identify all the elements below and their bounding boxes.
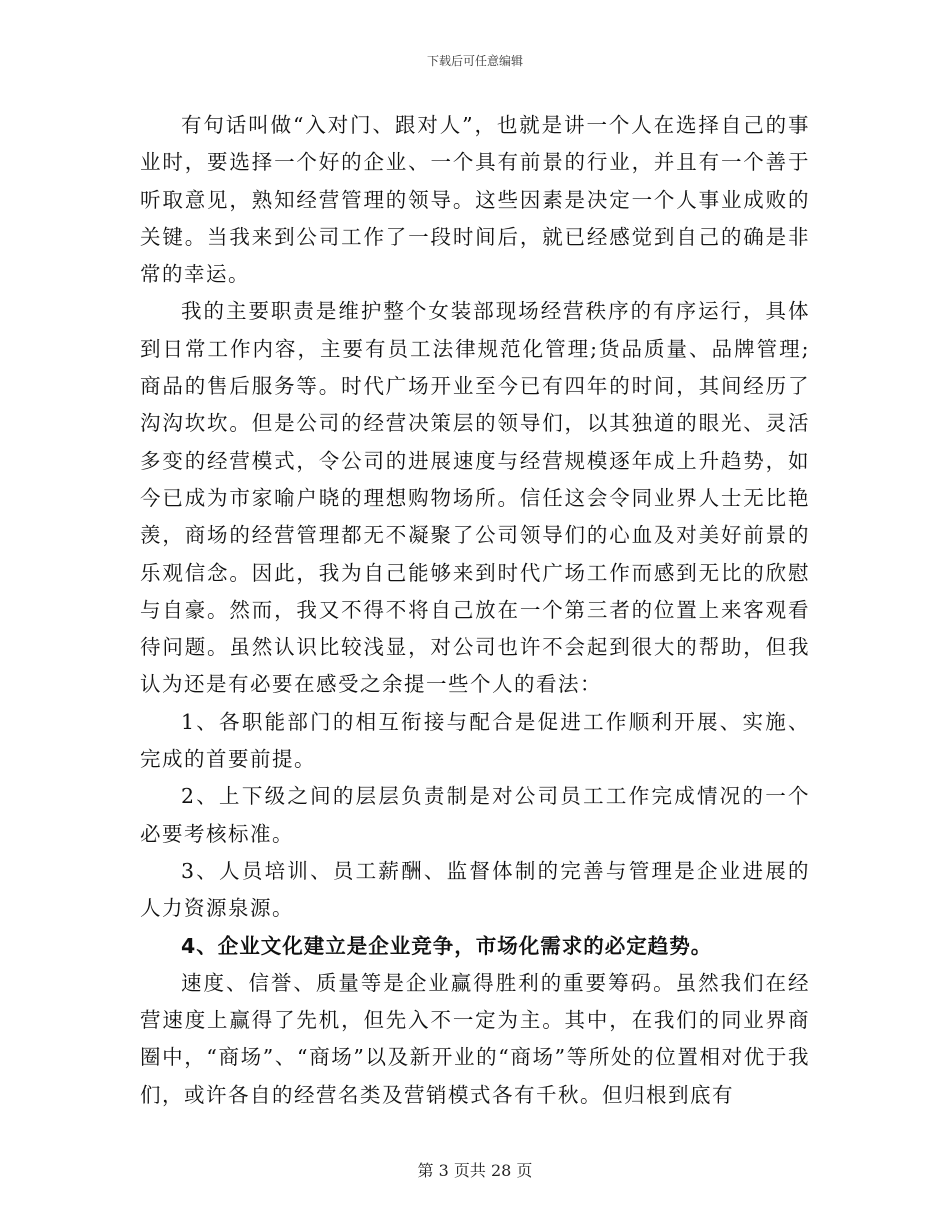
paragraph-point-3: 3、人员培训、员工薪酬、监督体制的完善与管理是企业进展的人力资源泉源。 [140,858,810,921]
document-body [140,107,810,1114]
page-header: 下载后可任意编辑 [426,54,523,68]
paragraph-point-2: 2、上下级之间的层层负责制是对公司员工工作完成情况的一个必要考核标准。 [140,784,810,846]
paragraph-intro: 有句话叫做“入对门、跟对人”，也就是讲一个人在选择自己的事业时，要选择一个好的企业、一个具有前景的行业，并且有一个善于听取意见，熟知经营管理的领导。这些因素是决定一个人事业成败的关键。当我来到公司工作了一段时间后，就已经感觉到自己的确是非常的幸运。 [140,113,810,287]
paragraph-point-1: 1、各职能部门的相互衔接与配合是促进工作顺利开展、实施、完成的首要前提。 [140,709,810,772]
paragraph-point-4-heading: 4、企业文化建立是企业竞争，市场化需求的必定趋势。 [181,933,713,958]
paragraph-competition: 速度、信誉、质量等是企业赢得胜利的重要筹码。虽然我们在经营速度上赢得了先机，但先入不一定为主。其中，在我们的同业界商圈中，“商场”、“商场”以及新开业的“商场”等所处的位置相对优于我们，或许各自的经营名类及营销模式各有千秋。但归根到底有 [140,970,810,1107]
page-footer: 第 3 页共 28 页 [417,1161,533,1180]
paragraph-duties: 我的主要职责是维护整个女装部现场经营秩序的有序运行，具体到日常工作内容，主要有员工法律规范化管理;货品质量、品牌管理;商品的售后服务等。时代广场开业至今已有四年的时间，其间经历了沟沟坎坎。但是公司的经营决策层的领导们，以其独道的眼光、灵活多变的经营模式，令公司的进展速度与经营规模逐年成上升趋势，如今已成为市家喻户晓的理想购物场所。信任这会令同业界人士无比艳羡，商场的经营管理都无不凝聚了公司领导们的心血及对美好前景的乐观信念。因此，我为自己能够来到时代广场工作而感到无比的欣慰与自豪。然而，我又不得不将自己放在一个第三者的位置上来客观看待问题。虽然认识比较浅显，对公司也许不会起到很大的帮助，但我认为还是有必要在感受之余提一些个人的看法： [140,299,810,697]
